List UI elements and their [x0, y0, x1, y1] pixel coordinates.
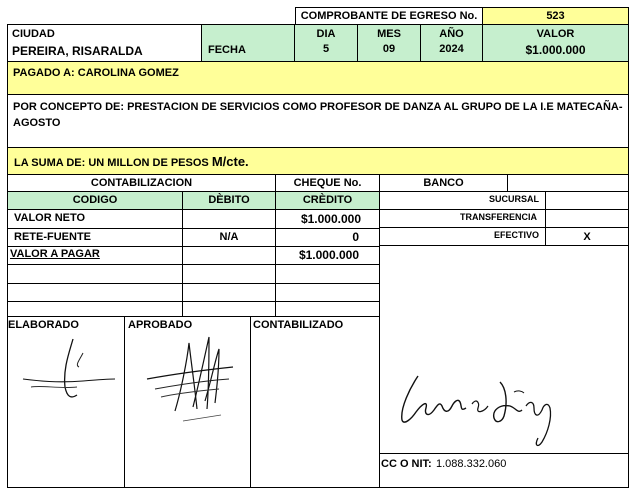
signature-elaborado: [7, 316, 125, 488]
beneficiary-signature: [388, 358, 588, 458]
table-row-empty: [7, 283, 183, 302]
amount-cell: [482, 24, 629, 62]
year-cell: [420, 24, 483, 62]
row-debit: [182, 209, 276, 229]
city-cell: [7, 24, 202, 62]
cheque-label: CHEQUE No.: [275, 174, 380, 192]
table-row: [7, 246, 183, 265]
table-row-empty: [182, 301, 276, 317]
table-row-empty: [182, 283, 276, 302]
table-row: [7, 209, 183, 229]
payment-mark-transferencia: [545, 209, 629, 228]
amount-value: $1.000.000: [525, 43, 586, 57]
signature-scribble: [13, 333, 123, 413]
table-row-empty: [275, 264, 380, 284]
amount-label: VALOR: [536, 28, 575, 40]
payment-method-efectivo: [379, 227, 546, 246]
signature-scribble: [135, 331, 251, 431]
table-row-empty: [275, 301, 380, 317]
row-credit: 0: [275, 228, 380, 247]
id-value: 1.088.332.060: [436, 458, 507, 470]
row-credit: $1.000.000: [275, 246, 380, 265]
payment-method-label: EFECTIVO: [493, 230, 539, 240]
signature-aprobado: [124, 316, 251, 488]
fecha-label: FECHA: [201, 24, 295, 62]
id-label: CC O NIT:: [381, 458, 432, 470]
signature-label: ELABORADO: [8, 319, 79, 331]
signature-contabilizado: [250, 316, 380, 488]
month-cell: [357, 24, 421, 62]
row-debit: [182, 246, 276, 265]
row-code: VALOR NETO: [14, 212, 86, 224]
accounting-title: CONTABILIZACION: [7, 174, 276, 192]
day-label: DIA: [316, 28, 336, 40]
beneficiary-signature-box: [379, 245, 629, 488]
currency-suffix: M/cte.: [211, 154, 249, 169]
table-row-empty: [182, 264, 276, 284]
row-credit: $1.000.000: [275, 209, 380, 229]
bank-label: BANCO: [379, 174, 508, 192]
bank-value: [507, 174, 629, 192]
table-row: [7, 228, 183, 247]
payment-mark-efectivo: X: [545, 227, 629, 246]
table-row-empty: [7, 264, 183, 284]
voucher-title: COMPROBANTE DE EGRESO No.: [295, 7, 483, 25]
table-row-empty: [7, 301, 183, 317]
year-label: AÑO: [439, 28, 464, 40]
concept: POR CONCEPTO DE: PRESTACION DE SERVICIOS COMO PROFESOR DE DANZA AL GRUPO DE LA I.E MATECAÑA-AGOSTO: [7, 94, 629, 148]
payment-method-transferencia: [379, 209, 546, 228]
year-value: 2024: [439, 43, 464, 55]
paid-to: PAGADO A: CAROLINA GOMEZ: [7, 61, 629, 95]
amount-in-words: [7, 147, 629, 175]
row-code: VALOR A PAGAR: [10, 248, 100, 260]
signature-label: APROBADO: [128, 319, 193, 331]
row-debit: N/A: [182, 228, 276, 247]
payment-method-label: TRANSFERENCIA: [459, 212, 537, 222]
month-value: 09: [382, 43, 396, 55]
city-label: CIUDAD: [12, 28, 55, 40]
payment-mark-sucursal: [545, 191, 629, 210]
column-credito: CRÈDITO: [275, 191, 380, 210]
month-label: MES: [377, 28, 401, 40]
row-code: RETE-FUENTE: [14, 231, 91, 243]
column-debito: DÈBITO: [182, 191, 276, 210]
day-value: 5: [322, 43, 330, 55]
amount-words-text: LA SUMA DE: UN MILLON DE PESOS: [14, 157, 212, 169]
id-number-row: [379, 453, 629, 488]
day-cell: [294, 24, 358, 62]
payment-method-label: SUCURSAL: [488, 194, 539, 204]
voucher-number: 523: [482, 7, 629, 25]
signature-label: CONTABILIZADO: [253, 319, 344, 331]
payment-method-sucursal: [379, 191, 546, 210]
table-row-empty: [275, 283, 380, 302]
city-value: PEREIRA, RISARALDA: [12, 44, 143, 58]
column-codigo: CODIGO: [7, 191, 183, 210]
